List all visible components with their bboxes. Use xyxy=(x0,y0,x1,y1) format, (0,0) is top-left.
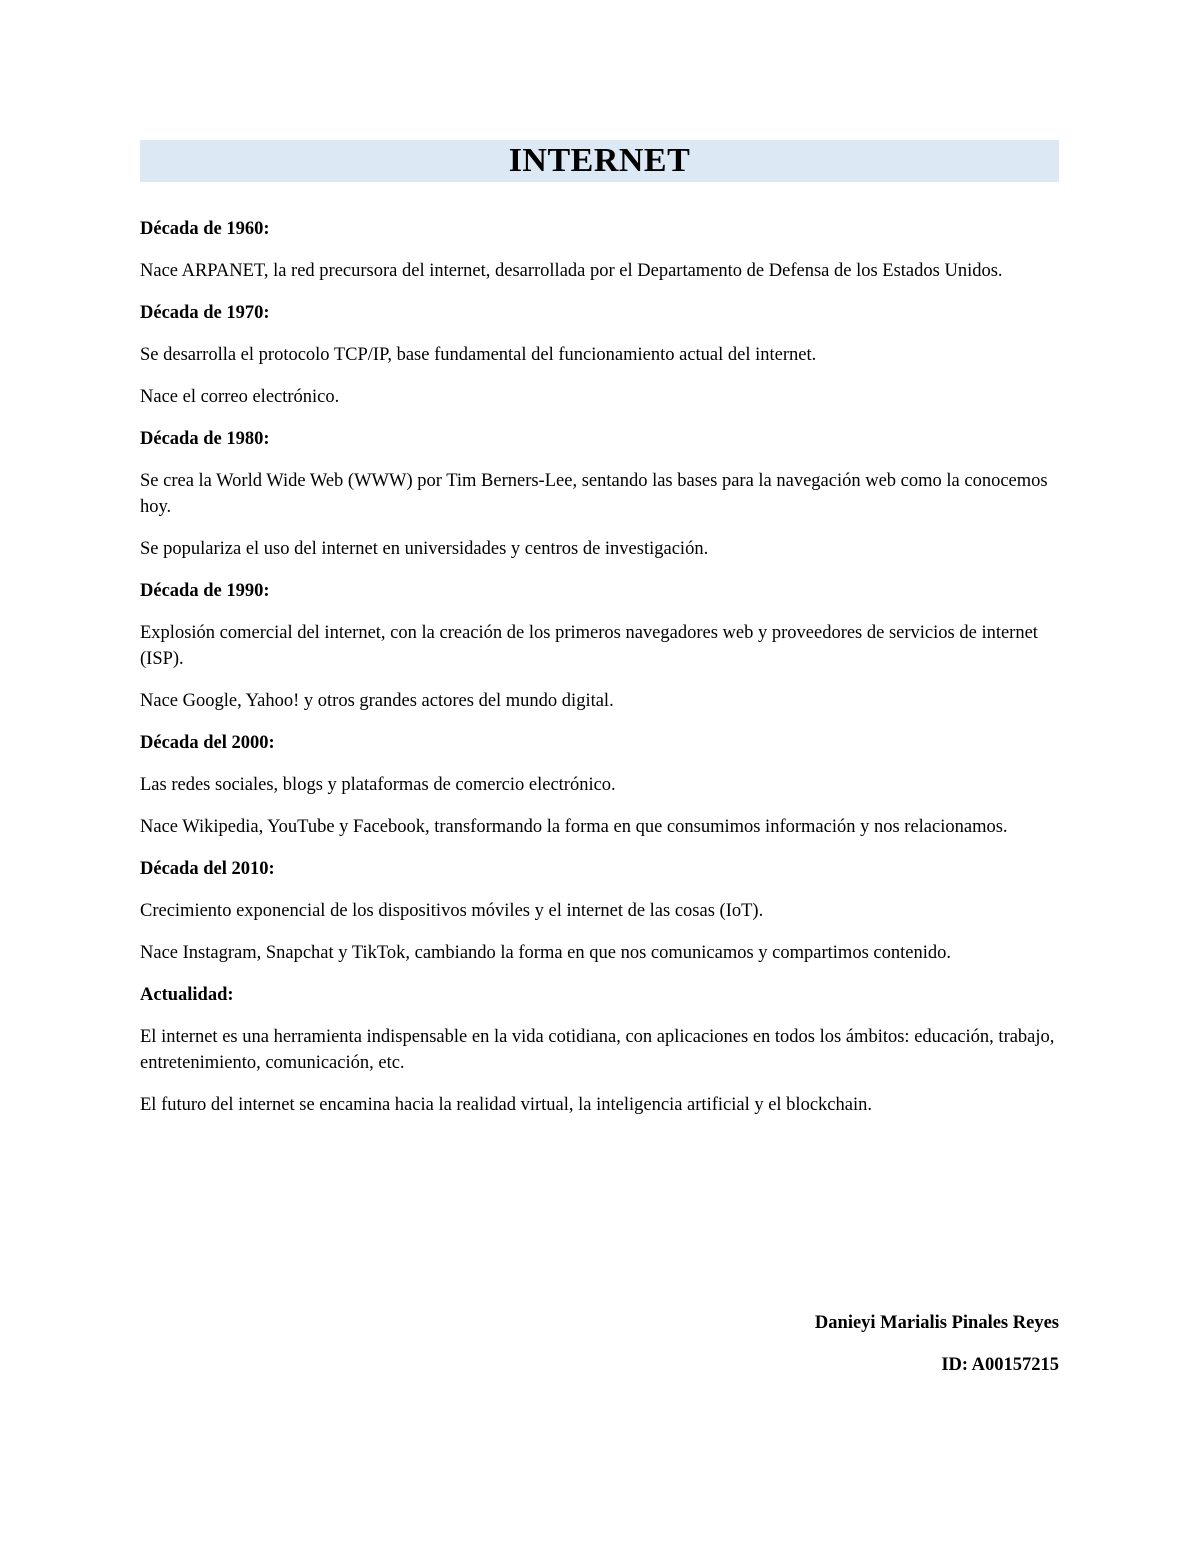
document-body xyxy=(140,216,1059,1118)
section-heading: Década del 2000: xyxy=(140,733,275,753)
section-1970 xyxy=(140,300,1059,410)
section-heading: Década de 1960: xyxy=(140,219,270,239)
section-paragraph: Nace Wikipedia, YouTube y Facebook, transformando la forma en que consumimos información y nos relacionamos. xyxy=(140,817,1008,837)
section-2010 xyxy=(140,856,1059,966)
signature-block xyxy=(815,1310,1059,1394)
section-paragraph: Se desarrolla el protocolo TCP/IP, base fundamental del funcionamiento actual del internet. xyxy=(140,345,817,365)
section-paragraph: Se populariza el uso del internet en universidades y centros de investigación. xyxy=(140,539,709,559)
section-paragraph: Nace ARPANET, la red precursora del internet, desarrollada por el Departamento de Defensa de los Estados Unidos. xyxy=(140,261,1003,281)
section-paragraph: Crecimiento exponencial de los dispositivos móviles y el internet de las cosas (IoT). xyxy=(140,901,764,921)
section-heading: Década de 1980: xyxy=(140,429,270,449)
section-paragraph: Nace Google, Yahoo! y otros grandes actores del mundo digital. xyxy=(140,691,614,711)
student-id: ID: A00157215 xyxy=(941,1355,1059,1375)
document-page xyxy=(140,140,1059,1134)
section-heading: Década de 1990: xyxy=(140,581,270,601)
section-1990 xyxy=(140,578,1059,714)
section-paragraph: Explosión comercial del internet, con la creación de los primeros navegadores web y proveedores de servicios de internet (ISP). xyxy=(140,623,1038,669)
author-name: Danieyi Marialis Pinales Reyes xyxy=(814,1313,1059,1333)
section-paragraph: El futuro del internet se encamina hacia la realidad virtual, la inteligencia artificial y el blockchain. xyxy=(140,1095,872,1115)
title-band xyxy=(140,140,1059,182)
section-paragraph: El internet es una herramienta indispensable en la vida cotidiana, con aplicaciones en todos los ámbitos: educación, trabajo, entretenimiento, comunicación, etc. xyxy=(140,1027,1055,1073)
section-2000 xyxy=(140,730,1059,840)
section-heading: Década de 1970: xyxy=(140,303,270,323)
document-title: INTERNET xyxy=(508,142,691,179)
section-1960 xyxy=(140,216,1059,284)
section-actualidad xyxy=(140,982,1059,1118)
section-paragraph: Se crea la World Wide Web (WWW) por Tim Berners-Lee, sentando las bases para la navegación web como la conocemos hoy. xyxy=(140,471,1048,517)
section-paragraph: Las redes sociales, blogs y plataformas de comercio electrónico. xyxy=(140,775,616,795)
section-paragraph: Nace el correo electrónico. xyxy=(140,387,340,407)
section-paragraph: Nace Instagram, Snapchat y TikTok, cambiando la forma en que nos comunicamos y compartimos contenido. xyxy=(140,943,951,963)
section-1980 xyxy=(140,426,1059,562)
section-heading: Década del 2010: xyxy=(140,859,275,879)
section-heading: Actualidad: xyxy=(140,985,234,1005)
